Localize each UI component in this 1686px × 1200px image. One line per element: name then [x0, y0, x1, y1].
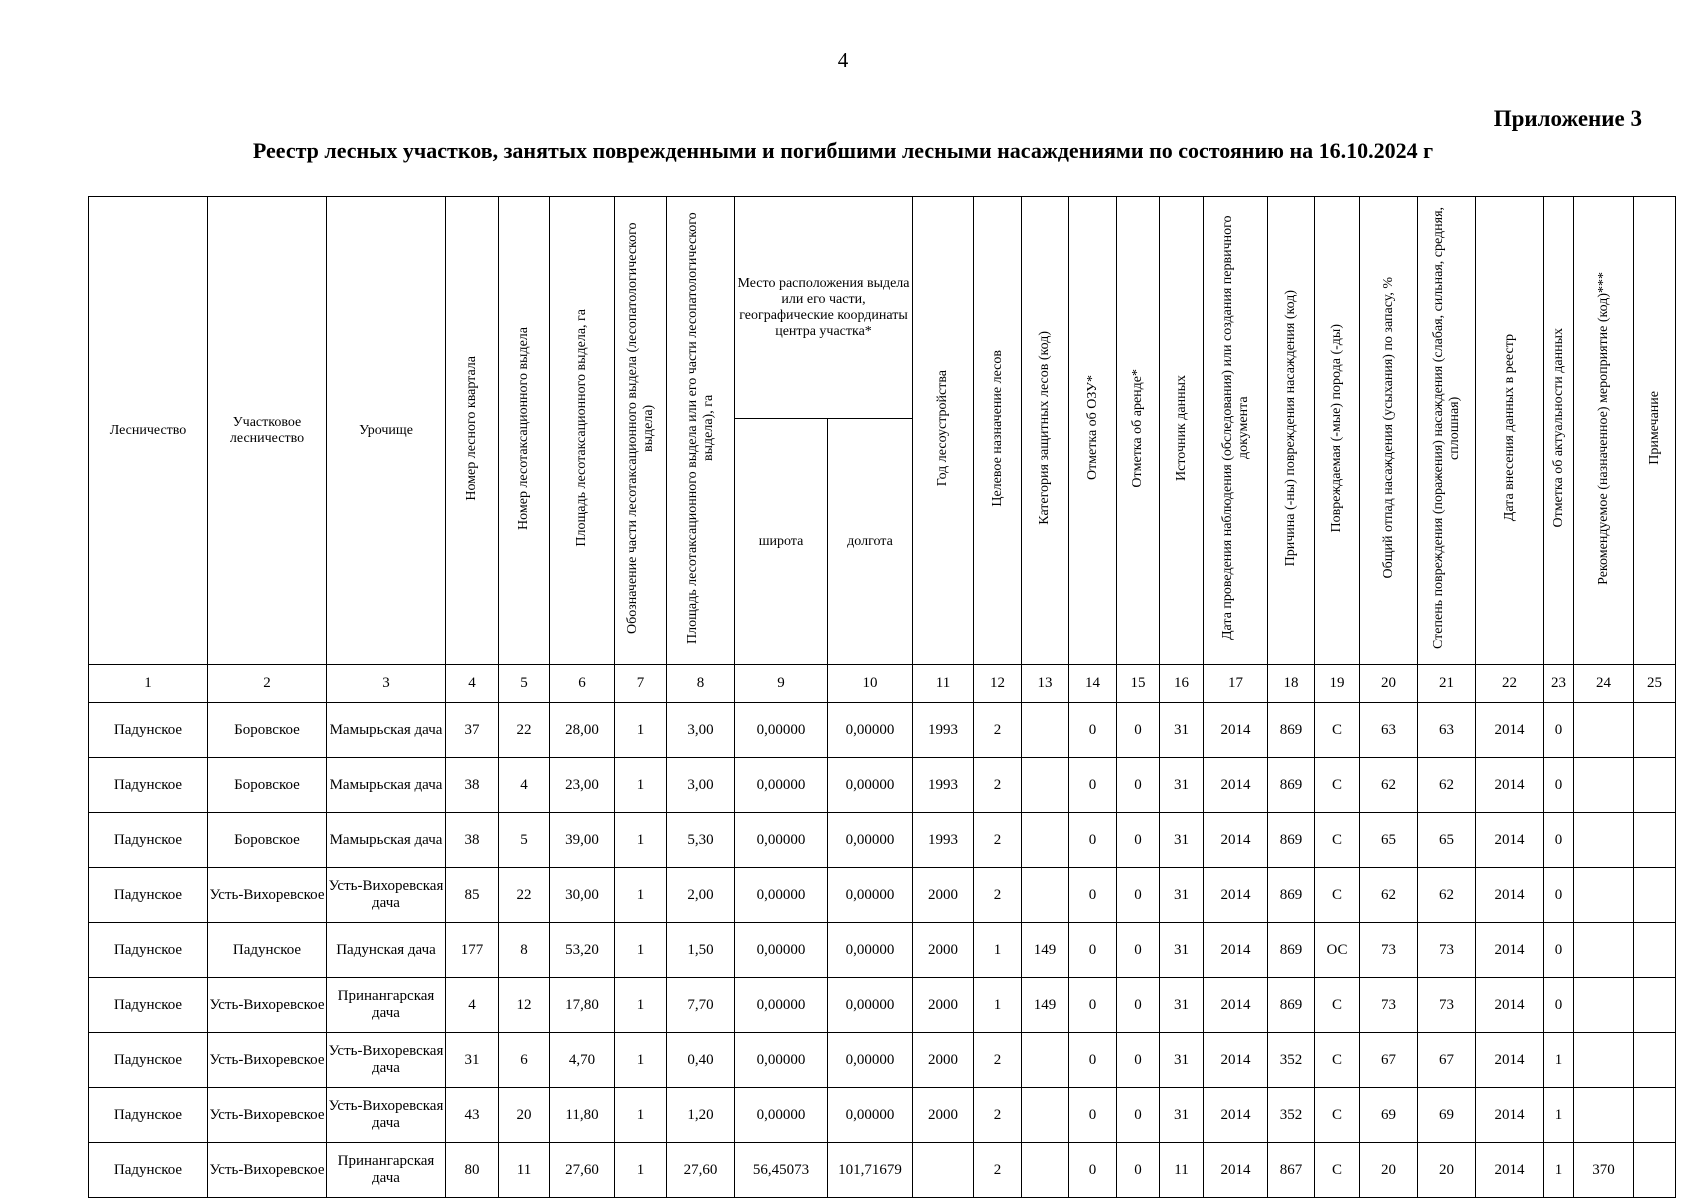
col-header-part-area: Площадь лесотаксационного выдела или его части лесопатологического выдела), га — [667, 197, 735, 665]
table-row — [89, 758, 1676, 813]
table-cell: 1 — [615, 703, 667, 758]
col-header-forest-purpose: Целевое назначение лесов — [974, 197, 1022, 665]
table-cell: 2014 — [1204, 703, 1268, 758]
col-header-ozu-mark: Отметка об ОЗУ* — [1069, 197, 1117, 665]
table-cell: 22 — [499, 868, 550, 923]
table-cell: 869 — [1268, 758, 1315, 813]
table-cell — [1574, 1088, 1634, 1143]
table-cell: С — [1315, 978, 1360, 1033]
table-cell: 31 — [1160, 703, 1204, 758]
column-number-cell: 24 — [1574, 665, 1634, 703]
table-cell — [1022, 1033, 1069, 1088]
table-cell: 23,00 — [550, 758, 615, 813]
table-cell: 0 — [1069, 868, 1117, 923]
table-cell — [1574, 1033, 1634, 1088]
table-cell — [1574, 703, 1634, 758]
column-number-cell: 19 — [1315, 665, 1360, 703]
column-number-cell: 16 — [1160, 665, 1204, 703]
table-cell: 73 — [1360, 923, 1418, 978]
table-cell: 1 — [1544, 1088, 1574, 1143]
col-header-stand-part: Обозначение части лесотаксационного выдела (лесопатологического выдела) — [615, 197, 667, 665]
table-cell: 2000 — [913, 978, 974, 1033]
table-cell: 177 — [446, 923, 499, 978]
registry-table-body — [89, 665, 1676, 1198]
table-cell: Боровское — [208, 813, 327, 868]
table-cell: 149 — [1022, 923, 1069, 978]
table-cell: 1 — [615, 1088, 667, 1143]
column-number-cell: 14 — [1069, 665, 1117, 703]
table-cell — [1634, 1033, 1676, 1088]
table-cell: 2014 — [1204, 1033, 1268, 1088]
table-cell — [1634, 758, 1676, 813]
table-cell: 1993 — [913, 758, 974, 813]
table-cell — [913, 1143, 974, 1198]
table-cell: 2,00 — [667, 868, 735, 923]
table-cell: 31 — [1160, 868, 1204, 923]
table-cell: 370 — [1574, 1143, 1634, 1198]
table-cell: 62 — [1360, 758, 1418, 813]
col-header-damaged-species: Повреждаемая (-мые) порода (-ды) — [1315, 197, 1360, 665]
table-cell: Падунское — [89, 758, 208, 813]
col-header-inventory-year: Год лесоустройства — [913, 197, 974, 665]
table-cell: 2014 — [1476, 1143, 1544, 1198]
table-cell: 2014 — [1476, 1033, 1544, 1088]
table-cell: 31 — [1160, 758, 1204, 813]
table-cell: 0 — [1069, 923, 1117, 978]
table-cell: 0 — [1117, 813, 1160, 868]
table-cell: 0 — [1069, 1088, 1117, 1143]
table-cell: Падунское — [208, 923, 327, 978]
table-cell: 1 — [615, 813, 667, 868]
table-cell: 0 — [1117, 758, 1160, 813]
table-cell: 28,00 — [550, 703, 615, 758]
table-cell: Принангарская дача — [327, 1143, 446, 1198]
table-cell: 2014 — [1476, 978, 1544, 1033]
column-number-cell: 25 — [1634, 665, 1676, 703]
table-cell: С — [1315, 1143, 1360, 1198]
table-cell: 17,80 — [550, 978, 615, 1033]
table-cell: 0 — [1069, 758, 1117, 813]
table-cell: 0 — [1117, 1033, 1160, 1088]
table-cell: 0,00000 — [735, 1033, 828, 1088]
table-cell: 11,80 — [550, 1088, 615, 1143]
table-cell: 0 — [1069, 813, 1117, 868]
table-cell: ОС — [1315, 923, 1360, 978]
table-cell — [1574, 868, 1634, 923]
table-cell: 6 — [499, 1033, 550, 1088]
table-row — [89, 978, 1676, 1033]
table-cell: 2014 — [1476, 703, 1544, 758]
table-cell: 1993 — [913, 703, 974, 758]
table-cell — [1022, 758, 1069, 813]
table-cell: 67 — [1418, 1033, 1476, 1088]
table-cell: 69 — [1360, 1088, 1418, 1143]
table-cell: 12 — [499, 978, 550, 1033]
table-cell — [1574, 978, 1634, 1033]
table-cell: 80 — [446, 1143, 499, 1198]
col-header-lease-mark: Отметка об аренде* — [1117, 197, 1160, 665]
table-cell: 2000 — [913, 923, 974, 978]
table-cell: 1 — [974, 978, 1022, 1033]
col-header-quarter-number: Номер лесного квартала — [446, 197, 499, 665]
table-cell — [1574, 813, 1634, 868]
table-cell: Усть-Вихоревская дача — [327, 1033, 446, 1088]
registry-table — [88, 196, 1676, 1198]
table-cell: Мамырьская дача — [327, 703, 446, 758]
table-row — [89, 868, 1676, 923]
table-cell: 0 — [1117, 703, 1160, 758]
column-number-cell: 17 — [1204, 665, 1268, 703]
table-cell: 5,30 — [667, 813, 735, 868]
table-cell: 2014 — [1204, 1088, 1268, 1143]
document-title: Реестр лесных участков, занятых поврежденными и погибшими лесными насаждениями по состоянию на 16.10.2024 г — [252, 138, 1434, 163]
table-cell: 0 — [1544, 703, 1574, 758]
table-cell: Падунское — [89, 813, 208, 868]
table-cell: Падунская дача — [327, 923, 446, 978]
table-cell: Падунское — [89, 1143, 208, 1198]
table-cell: 2 — [974, 868, 1022, 923]
table-cell — [1634, 923, 1676, 978]
table-cell: 2014 — [1204, 813, 1268, 868]
table-cell: 149 — [1022, 978, 1069, 1033]
table-cell: 0 — [1069, 978, 1117, 1033]
table-cell: Мамырьская дача — [327, 758, 446, 813]
table-cell — [1634, 703, 1676, 758]
table-cell: 867 — [1268, 1143, 1315, 1198]
table-cell: 2014 — [1204, 868, 1268, 923]
table-cell: 0,00000 — [735, 703, 828, 758]
col-header-latitude: широта — [735, 419, 828, 665]
table-cell: 869 — [1268, 703, 1315, 758]
table-cell: Усть-Вихоревское — [208, 868, 327, 923]
table-cell: 7,70 — [667, 978, 735, 1033]
table-cell: Принангарская дача — [327, 978, 446, 1033]
table-row — [89, 923, 1676, 978]
table-cell: 2014 — [1204, 923, 1268, 978]
table-cell: 62 — [1360, 868, 1418, 923]
column-number-cell: 12 — [974, 665, 1022, 703]
column-number-cell: 7 — [615, 665, 667, 703]
table-cell: Падунское — [89, 923, 208, 978]
table-cell: 1 — [615, 923, 667, 978]
table-cell: 65 — [1360, 813, 1418, 868]
table-cell: 2 — [974, 703, 1022, 758]
table-cell: 8 — [499, 923, 550, 978]
column-number-cell: 8 — [667, 665, 735, 703]
table-cell: 0,00000 — [735, 813, 828, 868]
table-cell: 39,00 — [550, 813, 615, 868]
table-cell: 2014 — [1476, 923, 1544, 978]
table-cell: 1993 — [913, 813, 974, 868]
table-cell: 37 — [446, 703, 499, 758]
table-cell: 0 — [1544, 978, 1574, 1033]
table-cell: 43 — [446, 1088, 499, 1143]
table-cell: 2014 — [1204, 1143, 1268, 1198]
table-cell: 31 — [446, 1033, 499, 1088]
table-cell: 0 — [1544, 868, 1574, 923]
table-cell: 0 — [1544, 923, 1574, 978]
table-cell: Усть-Вихоревская дача — [327, 1088, 446, 1143]
table-cell: 0 — [1069, 703, 1117, 758]
table-cell: 2000 — [913, 1033, 974, 1088]
column-number-cell: 18 — [1268, 665, 1315, 703]
table-cell: С — [1315, 1033, 1360, 1088]
table-cell: 0 — [1069, 1033, 1117, 1088]
table-cell — [1022, 868, 1069, 923]
table-cell: 1 — [615, 978, 667, 1033]
table-cell: 2000 — [913, 1088, 974, 1143]
table-row — [89, 1088, 1676, 1143]
column-number-cell: 11 — [913, 665, 974, 703]
table-cell: 0,00000 — [828, 703, 913, 758]
table-cell: 11 — [1160, 1143, 1204, 1198]
column-number-cell: 3 — [327, 665, 446, 703]
table-cell: 1 — [1544, 1033, 1574, 1088]
table-cell: 27,60 — [550, 1143, 615, 1198]
col-header-longitude: долгота — [828, 419, 913, 665]
table-cell: 31 — [1160, 978, 1204, 1033]
column-number-cell: 13 — [1022, 665, 1069, 703]
table-cell: С — [1315, 703, 1360, 758]
table-cell — [1022, 1143, 1069, 1198]
table-cell: С — [1315, 813, 1360, 868]
table-cell: 0 — [1117, 1143, 1160, 1198]
table-cell: 73 — [1418, 923, 1476, 978]
table-cell: 2000 — [913, 868, 974, 923]
table-cell: Падунское — [89, 1033, 208, 1088]
table-cell: 0,00000 — [828, 1033, 913, 1088]
table-cell: 31 — [1160, 1033, 1204, 1088]
table-cell: 0 — [1544, 813, 1574, 868]
col-header-relevance-mark: Отметка об актуальности данных — [1544, 197, 1574, 665]
col-header-observation-date: Дата проведения наблюдения (обследования) или создания первичного документа — [1204, 197, 1268, 665]
table-cell: 0,00000 — [828, 978, 913, 1033]
table-cell: 869 — [1268, 868, 1315, 923]
table-cell: 69 — [1418, 1088, 1476, 1143]
col-header-total-loss: Общий отпад насаждения (усыхания) по запасу, % — [1360, 197, 1418, 665]
table-cell: С — [1315, 758, 1360, 813]
table-cell: 31 — [1160, 1088, 1204, 1143]
table-cell: 1 — [1544, 1143, 1574, 1198]
table-cell: 4 — [446, 978, 499, 1033]
table-cell: 2014 — [1204, 978, 1268, 1033]
table-cell: Падунское — [89, 868, 208, 923]
table-cell: 2014 — [1476, 758, 1544, 813]
table-cell: 56,45073 — [735, 1143, 828, 1198]
table-cell: 0,00000 — [828, 1088, 913, 1143]
table-cell: 0,00000 — [735, 923, 828, 978]
table-cell: 869 — [1268, 813, 1315, 868]
table-cell: Усть-Вихоревское — [208, 1088, 327, 1143]
table-cell: 3,00 — [667, 703, 735, 758]
table-cell: 63 — [1418, 703, 1476, 758]
column-number-cell: 15 — [1117, 665, 1160, 703]
table-row — [89, 703, 1676, 758]
column-number-cell: 6 — [550, 665, 615, 703]
column-number-cell: 5 — [499, 665, 550, 703]
table-cell: 67 — [1360, 1033, 1418, 1088]
column-number-cell: 20 — [1360, 665, 1418, 703]
table-cell: 63 — [1360, 703, 1418, 758]
table-cell: 1 — [615, 1143, 667, 1198]
col-header-data-source: Источник данных — [1160, 197, 1204, 665]
table-cell — [1022, 703, 1069, 758]
table-cell: Боровское — [208, 703, 327, 758]
col-header-damage-degree: Степень повреждения (поражения) насаждения (слабая, сильная, средняя, сплошная) — [1418, 197, 1476, 665]
table-cell: 2014 — [1476, 1088, 1544, 1143]
table-cell: 0 — [1117, 978, 1160, 1033]
table-cell: 1 — [615, 758, 667, 813]
table-cell: 20 — [1418, 1143, 1476, 1198]
table-cell — [1634, 1088, 1676, 1143]
table-cell: 38 — [446, 758, 499, 813]
table-row — [89, 1143, 1676, 1198]
col-header-protective-category: Категория защитных лесов (код) — [1022, 197, 1069, 665]
table-cell: 85 — [446, 868, 499, 923]
col-header-stand-area: Площадь лесотаксационного выдела, га — [550, 197, 615, 665]
col-header-district-forestry: Участковое лесничество — [208, 197, 327, 665]
table-cell — [1634, 978, 1676, 1033]
table-cell — [1022, 813, 1069, 868]
table-cell: 53,20 — [550, 923, 615, 978]
table-cell: 20 — [499, 1088, 550, 1143]
table-cell: 73 — [1418, 978, 1476, 1033]
table-row — [89, 1033, 1676, 1088]
table-cell: 1 — [615, 1033, 667, 1088]
table-cell: 0,00000 — [828, 868, 913, 923]
table-cell: 1 — [974, 923, 1022, 978]
column-number-cell: 1 — [89, 665, 208, 703]
table-cell: 0 — [1544, 758, 1574, 813]
table-cell: 0,00000 — [735, 758, 828, 813]
table-cell: 0,00000 — [735, 868, 828, 923]
table-cell: 0,00000 — [828, 813, 913, 868]
table-cell: 352 — [1268, 1088, 1315, 1143]
table-cell — [1574, 923, 1634, 978]
table-cell — [1634, 1143, 1676, 1198]
table-cell: С — [1315, 1088, 1360, 1143]
table-cell: 38 — [446, 813, 499, 868]
column-number-cell: 4 — [446, 665, 499, 703]
table-cell: Усть-Вихоревское — [208, 1143, 327, 1198]
table-cell: 101,71679 — [828, 1143, 913, 1198]
table-cell: 62 — [1418, 868, 1476, 923]
column-number-cell: 21 — [1418, 665, 1476, 703]
column-number-cell: 9 — [735, 665, 828, 703]
column-number-cell: 2 — [208, 665, 327, 703]
table-cell: 2 — [974, 1143, 1022, 1198]
table-cell: Усть-Вихоревское — [208, 978, 327, 1033]
table-cell: 30,00 — [550, 868, 615, 923]
table-cell: 20 — [1360, 1143, 1418, 1198]
table-cell: 3,00 — [667, 758, 735, 813]
table-cell: 5 — [499, 813, 550, 868]
table-cell: 4,70 — [550, 1033, 615, 1088]
appendix-label: Приложение 3 — [1493, 106, 1642, 131]
table-cell: 2014 — [1204, 758, 1268, 813]
table-cell: 65 — [1418, 813, 1476, 868]
table-cell: 0,00000 — [735, 1088, 828, 1143]
table-cell: 22 — [499, 703, 550, 758]
table-cell: 2014 — [1476, 868, 1544, 923]
table-cell: Боровское — [208, 758, 327, 813]
table-cell: 0 — [1069, 1143, 1117, 1198]
table-cell: 0 — [1117, 923, 1160, 978]
table-cell: Падунское — [89, 703, 208, 758]
table-cell: 2 — [974, 758, 1022, 813]
table-cell: 0,40 — [667, 1033, 735, 1088]
table-cell — [1634, 868, 1676, 923]
table-cell: Падунское — [89, 1088, 208, 1143]
table-cell: 0,00000 — [735, 978, 828, 1033]
table-cell: 2014 — [1476, 813, 1544, 868]
table-cell: 0 — [1117, 1088, 1160, 1143]
table-cell — [1022, 1088, 1069, 1143]
column-number-row — [89, 665, 1676, 703]
table-cell: 0 — [1117, 868, 1160, 923]
table-cell — [1634, 813, 1676, 868]
table-cell: 1 — [615, 868, 667, 923]
table-cell: 0,00000 — [828, 923, 913, 978]
table-cell: 2 — [974, 813, 1022, 868]
table-cell: 62 — [1418, 758, 1476, 813]
column-number-cell: 23 — [1544, 665, 1574, 703]
table-cell: Падунское — [89, 978, 208, 1033]
table-cell: 869 — [1268, 923, 1315, 978]
table-cell: 73 — [1360, 978, 1418, 1033]
table-cell: 11 — [499, 1143, 550, 1198]
table-cell: 1,20 — [667, 1088, 735, 1143]
col-header-tract: Урочище — [327, 197, 446, 665]
table-cell: Мамырьская дача — [327, 813, 446, 868]
table-cell: 27,60 — [667, 1143, 735, 1198]
col-header-location-group: Место расположения выдела или его части, географические координаты центра участка* — [735, 197, 913, 419]
table-row — [89, 813, 1676, 868]
col-header-note: Примечание — [1634, 197, 1676, 665]
col-header-recommended-measure: Рекомендуемое (назначенное) мероприятие (код)*** — [1574, 197, 1634, 665]
table-cell: 352 — [1268, 1033, 1315, 1088]
table-cell: 1,50 — [667, 923, 735, 978]
col-header-damage-cause: Причина (-ны) повреждения насаждения (код) — [1268, 197, 1315, 665]
table-cell — [1574, 758, 1634, 813]
col-header-registry-date: Дата внесения данных в реестр — [1476, 197, 1544, 665]
page-number: 4 — [837, 48, 849, 72]
col-header-stand-number: Номер лесотаксационного выдела — [499, 197, 550, 665]
column-number-cell: 10 — [828, 665, 913, 703]
table-cell: 2 — [974, 1088, 1022, 1143]
table-cell: 869 — [1268, 978, 1315, 1033]
col-header-forestry: Лесничество — [89, 197, 208, 665]
table-cell: С — [1315, 868, 1360, 923]
column-number-cell: 22 — [1476, 665, 1544, 703]
table-cell: Усть-Вихоревское — [208, 1033, 327, 1088]
table-cell: 31 — [1160, 813, 1204, 868]
table-cell: 31 — [1160, 923, 1204, 978]
table-cell: 2 — [974, 1033, 1022, 1088]
table-cell: Усть-Вихоревская дача — [327, 868, 446, 923]
table-cell: 4 — [499, 758, 550, 813]
table-cell: 0,00000 — [828, 758, 913, 813]
